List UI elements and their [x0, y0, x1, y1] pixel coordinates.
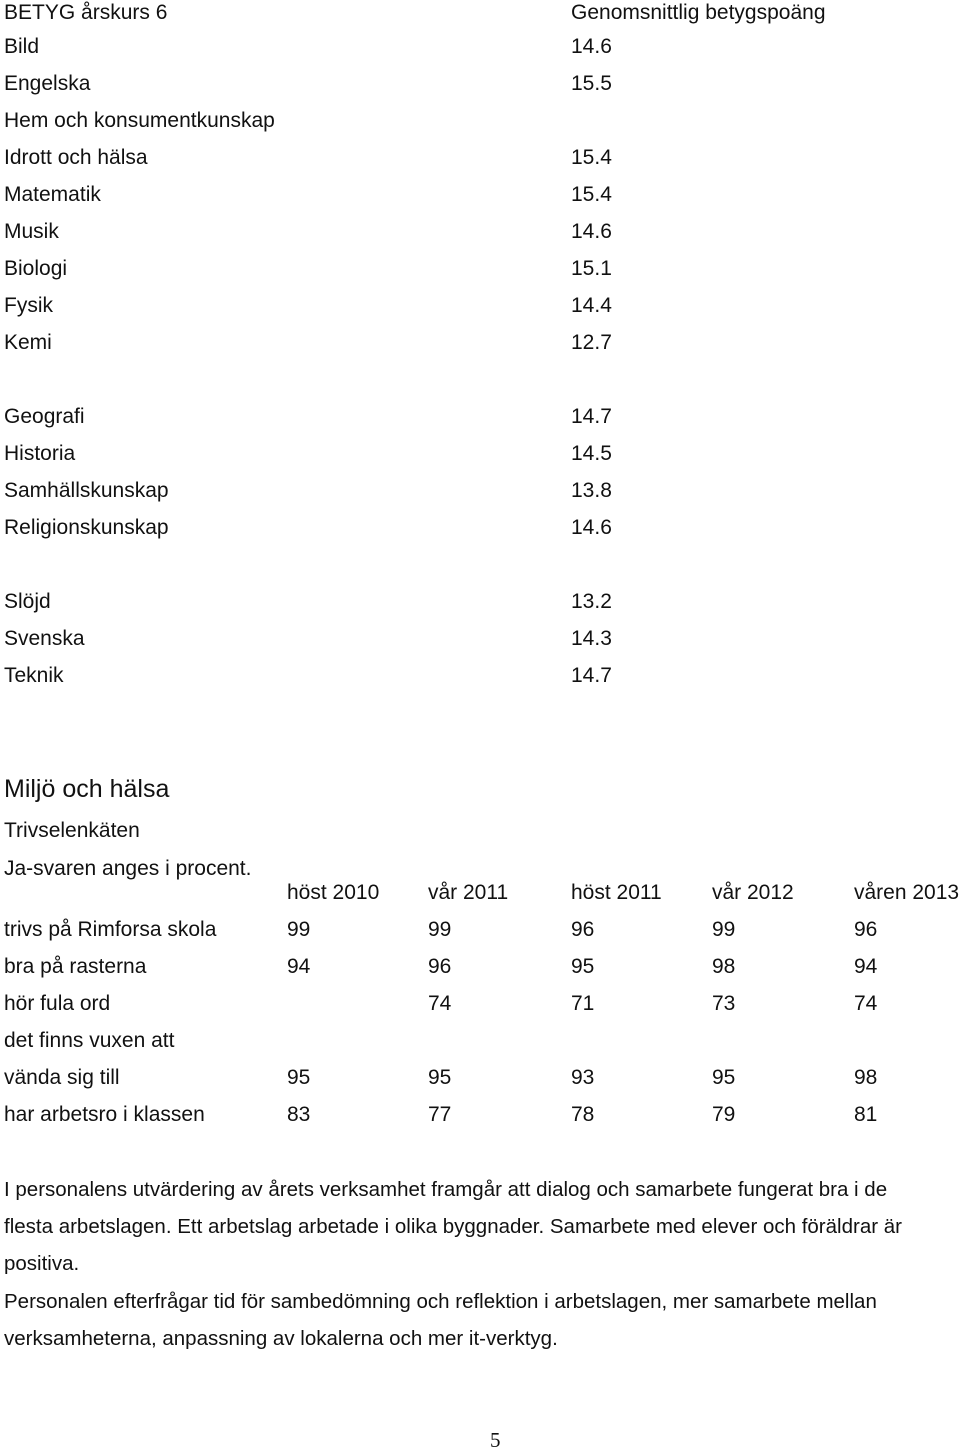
paragraph-line: verksamheterna, anpassning av lokalerna och mer it-verktyg. — [4, 1327, 558, 1350]
survey-cell: 77 — [428, 1103, 452, 1126]
grade-subject: Slöjd — [4, 590, 51, 613]
grade-score: 15.5 — [571, 72, 612, 95]
survey-cell: 73 — [712, 992, 736, 1015]
survey-column-header: vår 2011 — [428, 881, 509, 904]
grade-score: 14.6 — [571, 220, 612, 243]
survey-cell: 95 — [428, 1066, 452, 1089]
paragraph-line: positiva. — [4, 1252, 80, 1275]
survey-row-label: har arbetsro i klassen — [4, 1103, 205, 1126]
survey-cell: 99 — [712, 918, 736, 941]
grade-score: 12.7 — [571, 331, 612, 354]
grade-subject: Teknik — [4, 664, 64, 687]
grade-score: 13.8 — [571, 479, 612, 502]
grade-subject: Religionskunskap — [4, 516, 169, 539]
grade-subject: Fysik — [4, 294, 53, 317]
survey-cell: 74 — [428, 992, 452, 1015]
survey-cell: 83 — [287, 1103, 311, 1126]
grade-score: 14.4 — [571, 294, 612, 317]
survey-cell: 95 — [287, 1066, 311, 1089]
grade-subject: Bild — [4, 35, 40, 58]
survey-cell: 94 — [287, 955, 311, 978]
grade-score: 15.4 — [571, 146, 612, 169]
grade-score: 14.6 — [571, 516, 612, 539]
paragraph-line: Personalen efterfrågar tid för sambedömning och reflektion i arbetslagen, mer samarbete mellan — [4, 1290, 877, 1313]
grade-score: 15.4 — [571, 183, 612, 206]
survey-column-header: höst 2011 — [571, 881, 662, 904]
survey-cell: 95 — [571, 955, 595, 978]
grades-header-subject: BETYG årskurs 6 — [4, 1, 168, 24]
survey-cell: 98 — [854, 1066, 878, 1089]
paragraph-line: flesta arbetslagen. Ett arbetslag arbetade i olika byggnader. Samarbete med elever och föräldrar är — [4, 1215, 902, 1238]
grade-score: 14.7 — [571, 405, 612, 428]
survey-cell: 99 — [287, 918, 311, 941]
survey-cell: 96 — [428, 955, 452, 978]
grade-score: 14.6 — [571, 35, 612, 58]
survey-cell: 81 — [854, 1103, 878, 1126]
survey-cell: 98 — [712, 955, 736, 978]
grade-score: 15.1 — [571, 257, 612, 280]
grade-subject: Geografi — [4, 405, 85, 428]
survey-row-label: det finns vuxen att — [4, 1029, 175, 1052]
survey-row-label: bra på rasterna — [4, 955, 147, 978]
grade-subject: Musik — [4, 220, 59, 243]
page-number: 5 — [490, 1428, 501, 1452]
survey-column-header: vår 2012 — [712, 881, 794, 904]
survey-cell: 99 — [428, 918, 452, 941]
grade-subject: Matematik — [4, 183, 101, 206]
survey-row-label: trivs på Rimforsa skola — [4, 918, 217, 941]
grade-subject: Engelska — [4, 72, 91, 95]
grade-subject: Samhällskunskap — [4, 479, 169, 502]
survey-cell: 96 — [854, 918, 878, 941]
survey-cell: 78 — [571, 1103, 595, 1126]
grade-subject: Idrott och hälsa — [4, 146, 148, 169]
grade-score: 14.7 — [571, 664, 612, 687]
survey-row-label: vända sig till — [4, 1066, 120, 1089]
grade-subject: Historia — [4, 442, 76, 465]
grade-score: 14.3 — [571, 627, 612, 650]
survey-column-header: höst 2010 — [287, 881, 380, 904]
survey-cell: 71 — [571, 992, 595, 1015]
survey-cell: 96 — [571, 918, 595, 941]
survey-cell: 79 — [712, 1103, 736, 1126]
grade-score: 14.5 — [571, 442, 612, 465]
survey-column-header: våren 2013 — [854, 881, 960, 904]
grade-subject: Hem och konsumentkunskap — [4, 109, 275, 132]
survey-row-label: hör fula ord — [4, 992, 111, 1015]
section-note: Ja-svaren anges i procent. — [4, 857, 252, 880]
grade-subject: Svenska — [4, 627, 85, 650]
survey-cell: 93 — [571, 1066, 595, 1089]
survey-cell: 95 — [712, 1066, 736, 1089]
grades-header-score: Genomsnittlig betygspoäng — [571, 1, 826, 24]
section-subtitle: Trivselenkäten — [4, 819, 140, 842]
grade-subject: Kemi — [4, 331, 52, 354]
section-title: Miljö och hälsa — [4, 775, 170, 803]
grade-subject: Biologi — [4, 257, 68, 280]
grade-score: 13.2 — [571, 590, 612, 613]
paragraph-line: I personalens utvärdering av årets verksamhet framgår att dialog och samarbete fungerat bra i de — [4, 1178, 888, 1201]
survey-cell: 94 — [854, 955, 878, 978]
survey-cell: 74 — [854, 992, 878, 1015]
